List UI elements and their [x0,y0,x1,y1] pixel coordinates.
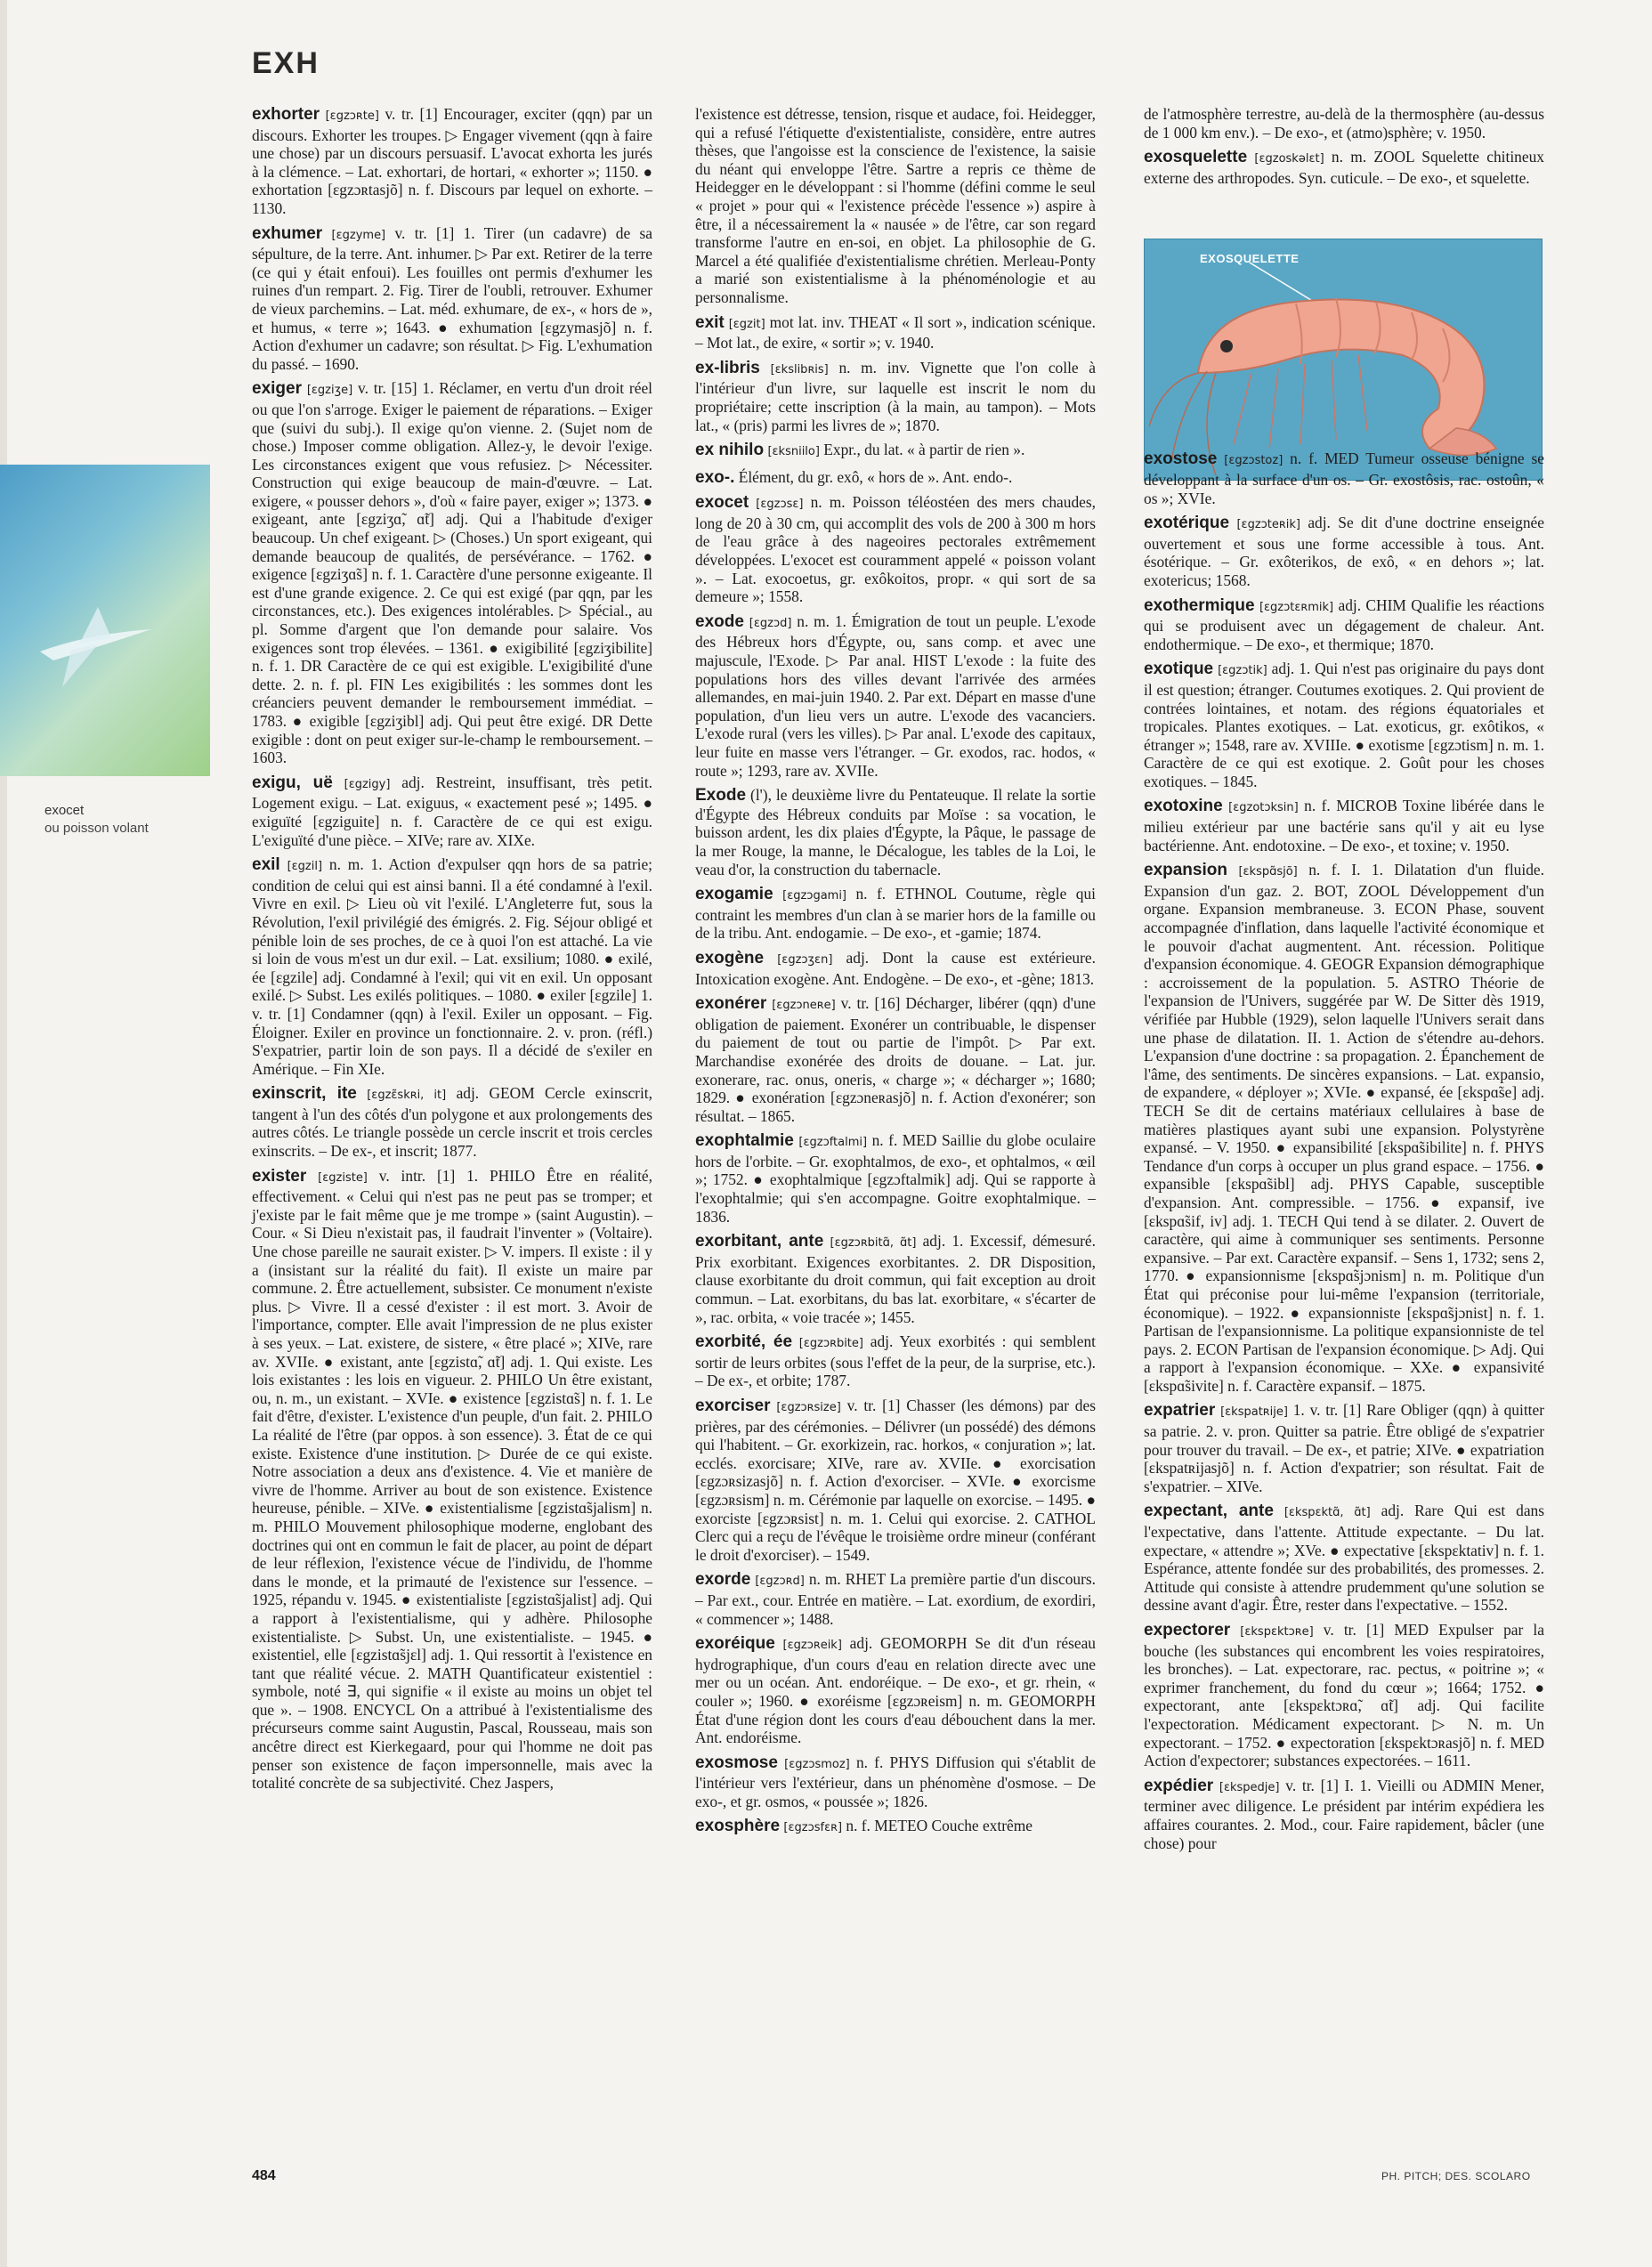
headword: exophtalmie [695,1131,794,1151]
column-2 [695,105,1096,1844]
definition: n. f. MED Saillie du globe oculaire hors de l'orbite. – Gr. exophtalmos, de exo-, et ophtalmos, « œil »; 1752. ● exophtalmique [ɛgzɔftalmik] adj. Qui se rapporte à l'exophtalmie; qui s'en accompagne. Goitre exophtalmique. – 1836. [695,1131,1096,1226]
phonetic: [ɛgzɔʀeik] [782,1639,842,1653]
headword: exonérer [695,994,767,1014]
entry-exotique [1144,660,1544,790]
entry-exode [695,612,1096,780]
entry-exinscrit [252,1084,652,1160]
entry-existentialisme-cont [695,105,1096,307]
headword: exogène [695,948,765,968]
entry-ex-nihilo [695,441,1096,462]
headword: exiger [252,379,302,399]
definition: n. m. inv. Vignette que l'on colle à l'intérieur d'un livre, sur laquelle est inscrit le nom du propriétaire; cette inscription (à la main, au tampon). – Mots lat., « (pris) parmi les livres de »; 1870. [695,358,1097,434]
definition: v. tr. [1] Chasser (les démons) par des prières, par des cérémonies. – Délivrer (un possédé) des démons qui l'habitent. – Gr. exorkizein, rac. horkos, « conjuration »; lat. ecclés. exorcisare; XIVe, rare av. XVIIe. ● exorcisation [ɛgzɔʀsizasjõ] n. f. Action d'exorciser. – XVIe. ● exorcisme [ɛgzɔʀsism] n. m. Cérémonie par laquelle on exorcise. – 1495. ● exorciste [ɛgzɔʀsist] n. m. 1. Celui qui exorcise. 2. CATHOL Clerc qui a reçu de l'évêque le troisième ordre mineur (conférant le droit d'exorciser). – 1549. [695,1397,1096,1564]
entry-exister [252,1167,652,1793]
headword: expectorer [1144,1621,1231,1640]
phonetic: [ɛgzɔneʀe] [772,999,836,1013]
headword: exotérique [1144,514,1230,533]
definition: v. tr. [1] MED Expulser par la bouche (les substances qui encombrent les voies respiratoires, les bronches). – Lat. expectorare, rac. pectus, « poitrine »; « exprimer franchement, du fond du cœur »; 1664; 1752. ● expectorant, ante [ɛkspɛktɔʀɑ̃, ɑ̃t] adj. Qui facilite l'expectoration. Médicament expectorant. ▷ N. m. Un expectorant. – 1752. ● expectoration [ɛkspɛktɔʀasjõ] n. f. MED Action d'expectorer; substances expectorées. – 1611. [1144,1621,1544,1770]
entry-exit [695,313,1096,352]
definition: mot lat. inv. THEAT « Il sort », indication scénique. – Mot lat., de exire, « sortir »; v. 1940. [695,312,1096,352]
phonetic: [ɛgzɔstoz] [1224,454,1284,468]
definition: adj. GEOMORPH Se dit d'un réseau hydrographique, d'un cours d'eau en relation directe avec une mer ou un océan. Ant. endoréique. – De exo-, et gr. rhein, « couler »; 1960. ● exoréisme [ɛgzɔʀeism] n. m. GEOMORPH État d'une région dont les cours d'eau débouchent dans la mer. Ant. endoréisme. [695,1634,1096,1747]
definition: v. tr. [1] 1. Tirer (un cadavre) de sa sépulture, de la terre. Ant. inhumer. ▷ Par ext. Retirer de la terre (ce qui y était enfoui). Les fouilles ont permis d'exhumer les ruines d'un rempart. 2. Fig. Tirer de l'oubli, retrouver. Exhumer de vieux parchemins. – Lat. méd. exhumare, de ex-, « hors de », et humus, « terre »; 1643. ● exhumation [ɛgzymasjõ] n. f. Action d'exhumer un cadavre; son résultat. ▷ Fig. L'exhumation du passé. – 1690. [252,223,652,373]
phonetic: [ɛgzɔʀte] [325,109,379,123]
phonetic: [ɛgzoskəlɛt] [1254,152,1324,166]
definition: adj. 1. Qui n'est pas originaire du pays dont il est question; étranger. Coutumes exotiques. 2. Qui provient de contrées lointaines, et notam. des régions équatoriales et tropicales. Plantes exotiques. – Lat. exoticus, gr. exôtikos, « étranger »; 1548, rare av. XVIIIe. ● exotisme [ɛgzɔtism] n. m. 1. Caractère de ce qui est exotique. 2. Goût pour les choses exotiques. – 1845. [1144,660,1545,790]
definition: n. f. I. 1. Dilatation d'un fluide. Expansion d'un gaz. 2. BOT, ZOOL Développement d'un organe. Expansion membraneuse. 3. ECON Phase, souvent accompagnée d'inflation, dans laquelle l'activité économique et le pouvoir d'achat augmentent. Ant. récession. Politique d'expansion économique. 4. GEOGR Expansion démographique : accroissement de la population. 5. ASTRO Théorie de l'expansion de l'Univers, suggérée par W. De Sitter dès 1919, vérifiée par Hubble (1929), selon laquelle l'Univers serait dans une phase de dilatation. II. 1. Action de s'étendre au-dehors. L'expansion d'une doctrine : sa propagation. 2. Épanchement de l'âme, des sentiments. De sincères expansions. – Lat. expansio, de expandere, « déployer »; XVIe. ● expansé, ée [ɛkspɑ̃se] adj. TECH Se dit de certains matériaux cellulaires à base de matières plastiques ayant subi une expansion. Polystyrène expansé. – V. 1950. ● expansibilité [ɛkspɑ̃sibilite] n. f. PHYS Tendance d'un corps à occuper un plus grand espace. – 1756. ● expansible [ɛkspɑ̃sibl] adj. PHYS Capable, susceptible d'expansion. Ant. compressible. – 1756. ● expansif, ive [ɛkspɑ̃sif, iv] adj. 1. TECH Qui tend à se dilater. 2. Ouvert de caractère, qui aime à communiquer ses sentiments. Personne expansive. – Par ext. Caractère expansif. – Sens 1, 1732; sens 2, 1770. ● expansionnisme [ɛkspɑ̃sjɔnism] n. m. Politique d'un État qui préconise pour lui-même l'expansion (territoriale, économique). – 1922. ● expansionniste [ɛkspɑ̃sjɔnist] n. f. 1. Partisan de l'expansionnisme. La politique expansionniste de tel pays. 2. ECON Partisan de l'expansion économique. ▷ Adj. Qui a rapport à l'expansion économique. – XXe. ● expansivité [ɛkspɑ̃sivite] n. f. Caractère expansif. – 1875. [1144,861,1544,1395]
headword: exocet [695,493,749,513]
entry-expansion [1144,861,1544,1395]
definition: adj. Se dit d'une doctrine enseignée ouvertement et sous une forme accessible à tous. Ant. ésotérique. – Gr. exôterikos, de exô, « en dehors »; lat. exotericus; 1568. [1144,514,1544,589]
entry-exosphere [695,1817,1096,1838]
definition: n. f. ETHNOL Coutume, règle qui contraint les membres d'un clan à se marier hors de la famille ou de la tribu. Ant. endogamie. – De exo-, et -gamie; 1874. [695,885,1096,943]
entry-expatrier [1144,1401,1544,1495]
headword: expatrier [1144,1401,1216,1421]
phonetic: [ɛgzɔʀd] [755,1575,805,1589]
headword: exosquelette [1144,148,1248,167]
definition: v. tr. [1] I. 1. Vieilli ou ADMIN Mener, terminer avec diligence. Le président par intérim expédiera les affaires courantes. 2. Mod., cour. Faire rapidement, bâcler (une chose) pour [1144,1776,1544,1852]
entry-exocet [695,493,1096,606]
headword: exosphère [695,1817,781,1836]
definition: adj. CHIM Qualifie les réactions qui se produisent avec un dégagement de chaleur. Ant. endothermique. – De exo-, et thermique; 1870. [1144,595,1544,653]
entry-expectant [1144,1502,1544,1615]
entry-ex-libris [695,359,1096,434]
figure-spacer [1144,193,1544,449]
headword: exister [252,1166,307,1186]
headword: exosmose [695,1753,778,1772]
phonetic: [ɛgzɔd] [749,616,792,630]
entry-exotoxine [1144,797,1544,854]
phonetic: [ɛkslibʀis] [770,362,829,376]
headword: exit [695,312,725,332]
entry-exonerer [695,994,1096,1125]
definition: n. f. PHYS Diffusion qui s'établit de l'intérieur vers l'extérieur, dans un phénomène d'osmose. – De exo-, et gr. osmos, « poussée »; 1826. [695,1753,1096,1810]
definition: l'existence est détresse, tension, risque et audace, foi. Heidegger, qui a refusé l'étiquette d'existentialiste, considère, entre autres thèses, que l'angoisse est la conscience de l'existence, la saisie du néant qui enveloppe l'être. Sartre a repris ce thème de Heidegger en le développant : si l'homme (défini comme le seul « projet » pour qui « l'existence précède l'essence ») aspire à être, il a nécessairement la « nausée » de l'être, car son regard transforme l'autre en en-soi, en objet. La philosophie de G. Marcel a été qualifiée d'existentialisme chrétien. Merleau-Ponty a marié son existentialisme à la phénoménologie et au personnalisme. [695,105,1096,306]
definition: adj. Yeux exorbités : qui semblent sortir de leurs orbites (sous l'effet de la peur, de la surprise, etc.). – De ex-, et orbite; 1787. [695,1332,1096,1390]
phonetic: [ɛgzɔgami] [782,889,847,903]
phonetic: [ɛgzyme] [331,228,386,242]
definition: 1. v. tr. [1] Rare Obliger (qqn) à quitter sa patrie. 2. v. pron. Quitter sa patrie. Être obligé de s'expatrier pour trouver du travail. – De ex-, et patrie; XIVe. ● expatriation [ɛkspatʀijasjõ] n. f. Action d'expatrier; son résultat. Fait de s'expatrier. – XIVe. [1144,1401,1544,1495]
definition: n. m. ZOOL Squelette chitineux externe des arthropodes. Syn. cuticule. – De exo-, et squelette. [1144,148,1544,187]
definition: v. tr. [15] 1. Réclamer, en vertu d'un droit réel ou que l'on s'arroge. Exiger le paiement de réparations. – Exiger que (suivi du subj.). Il exige qu'on vienne. 2. (Sujet nom de chose.) Imposer comme obligation. Allez-y, le devoir l'exige. Les circonstances exigent que vous refusiez. ▷ Nécessiter. Construction qui exige beaucoup de main-d'œuvre. – Lat. exigere, « pousser dehors », d'où « faire payer, exiger »; 1373. ● exigeant, ante [ɛgziʒɑ̃, ɑ̃t] adj. Qui a l'habitude d'exiger beaucoup. Un chef exigeant. ▷ (Choses.) Un sport exigeant, qui demande beaucoup de qualités, de persévérance. – 1762. ● exigence [ɛgziʒɑ̃s] n. f. 1. Caractère d'une personne exigeante. Il est d'une grande exigence. 2. Ce qui est exigé (par qqn, par les circonstances, etc.). Des exigences intolérables. ▷ Spécial., au pl. Somme d'argent que l'on demande pour salaire. Vos exigences sont trop élevées. – 1361. ● exigibilité [ɛgziʒibilite] n. f. 1. DR Caractère de ce qui est exigible. L'exigibilité d'une dette. 2. n. f. pl. FIN Les exigibilités : les sommes dont les créanciers peuvent demander le remboursement immédiat. – 1783. ● exigible [ɛgziʒibl] adj. Qui peut être exigé. DR Dette exigible : dont on peut exiger sur-le-champ le remboursement. – 1603. [252,379,652,767]
page-header: EXH [252,46,320,80]
entry-expedier [1144,1777,1544,1852]
headword: exorbitant, ante [695,1232,824,1251]
phonetic: [ɛgzigy] [344,777,391,791]
page-number: 484 [252,2168,276,2183]
entry-exigu [252,773,652,849]
definition: adj. Rare Qui est dans l'expectative, dans l'attente. Attitude expectante. – Du lat. expectare, « attendre »; XVe. ● expectative [ɛkspɛktativ] n. f. 1. Espérance, attente fondée sur des probabilités, des promesses. 2. Attitude qui consiste à attendre prudemment qu'une solution se dessine avant d'agir. Être, rester dans l'expectative. – 1552. [1144,1502,1545,1615]
entry-exosquelette [1144,148,1544,187]
definition: n. m. 1. Action d'expulser qqn hors de sa patrie; condition de celui qui est ainsi banni. Il a été condamné à l'exil. Vivre en exil. ▷ Lieu où vit l'exilé. L'Angleterre fut, sous la Révolution, l'exil privilégié des émigrés. 2. Fig. Séjour obligé et pénible loin de ses proches, de ce à quoi l'on est attaché. La vie si loin de vous m'est un dur exil. – Lat. exsilium; 1080. ● exilé, ée [ɛgzile] adj. Condamné à l'exil; qui vit en exil. Un opposant exilé. ▷ Subst. Les exilés politiques. – 1080. ● exiler [ɛgzile] 1. v. tr. [1] Condamner (qqn) à l'exil. Exiler un opposant. – Fig. Éloigner. Exiler en province un fonctionnaire. 2. v. pron. (réfl.) S'expatrier, partir loin de son pays. Il a décidé de s'exiler en Amérique. – Fin XIe. [252,855,652,1078]
entry-exhorter [252,105,652,218]
headword: exotoxine [1144,797,1223,816]
definition: Expr., du lat. « à partir de rien ». [823,441,1025,459]
headword: exostose [1144,449,1218,469]
entry-exhumer [252,224,652,374]
phonetic: [ɛkspatʀije] [1220,1405,1288,1420]
phonetic: [ɛgzotɔksin] [1228,801,1299,815]
headword: exoréique [695,1634,775,1654]
entry-exosphere-cont [1144,105,1544,142]
entry-exil [252,855,652,1078]
definition: adj. Dont la cause est extérieure. Intoxication exogène. Ant. Endogène. – De exo-, et -gène; 1813. [695,948,1096,988]
headword: exorbité, ée [695,1332,793,1352]
definition: v. tr. [1] Encourager, exciter (qqn) par un discours. Exhorter les troupes. ▷ Engager vivement (qqn à faire une chose) par un discours persuasif. L'avocat exhorta les jurés à la clémence. – Lat. exhortari, de hortari, « exhorter »; 1150. ● exhortation [ɛgzɔʀtasjõ] n. f. Discours par lequel on exhorte. – 1130. [252,105,652,217]
headword: exode [695,611,744,631]
phonetic: [ɛgzɔʀbitɑ̃, ɑ̃t] [830,1236,917,1251]
phonetic: [ɛgzɛ̃skʀi, it] [367,1089,447,1103]
definition: n. f. MED Tumeur osseuse bénigne se développant à la surface d'un os. – Gr. exostôsis, rac. ostoûn, « os »; XVIe. [1144,449,1544,507]
phonetic: [ɛgzɔʒɛn] [777,952,833,967]
headword: exigu, uë [252,773,333,792]
definition: n. m. RHET La première partie d'un discours. – Par ext., cour. Entrée en matière. – Lat. exordium, de exordiri, « commencer »; 1488. [695,1570,1096,1628]
phonetic: [ɛgzɔʀbite] [798,1337,863,1351]
headword: expectant, ante [1144,1502,1274,1521]
phonetic: [ɛgzil] [287,860,323,874]
headword: Exode [695,786,747,806]
definition: Élément, du gr. exô, « hors de ». Ant. endo-. [738,467,1013,486]
headword: exorciser [695,1397,771,1415]
headword: exotique [1144,660,1214,679]
phonetic: [ɛgzɔsfɛʀ] [783,1821,843,1835]
phonetic: [ɛgzɔsmoz] [784,1757,850,1771]
phonetic: [ɛgzɔteʀik] [1236,518,1300,532]
definition: n. f. METEO Couche extrême [846,1817,1032,1835]
page-edge [0,0,7,2267]
headword: exhorter [252,105,320,124]
definition: n. f. MICROB Toxine libérée dans le milieu extérieur par une bactérie sans qu'il y ait eu lyse bactérienne. Ant. endotoxine. – De exo-, et toxine; v. 1950. [1144,797,1544,854]
headword: exo-. [695,467,735,487]
phonetic: [ɛkspedje] [1219,1780,1280,1794]
entry-exogamie [695,885,1096,943]
definition: adj. Restreint, insuffisant, très petit. Logement exigu. – Lat. exiguus, « exactement pesé »; 1495. ● exiguïté [ɛgziguite] n. f. Caractère de ce qui est exigu. L'exiguïté d'une pièce. – XIVe; rare av. XIXe. [252,773,652,849]
definition: n. m. Poisson téléostéen des mers chaudes, long de 20 à 30 cm, qui accomplit des vols de 200 à 300 m hors de l'eau grâce à des nageoires pectorales extrêmement développées. L'exocet est couramment appelé « poisson volant ». – Lat. exocoetus, gr. exôkoitos, propr. « qui sort de sa demeure »; 1558. [695,493,1096,606]
definition: n. m. 1. Émigration de tout un peuple. L'exode des Hébreux hors d'Égypte, ou, sans comp. et avec une majuscule, l'Exode. ▷ Par anal. HIST L'exode : la fuite des populations hors des villes devant l'arrivée des armées allemandes, en mai-juin 1940. 2. Par ext. Départ en masse d'une population, d'un lieu vers un autre. L'exode des vacanciers. L'exode rural (vers les villes). ▷ Par anal. L'exode des capitaux, leur fuite en masse vers l'étranger. – Gr. exodos, rac. hodos, « route »; 1293, rare av. XVIIe. [695,611,1096,780]
phonetic: [ɛksniilo] [767,445,820,459]
entry-exostose [1144,449,1544,507]
phonetic: [ɛgzɔftalmi] [798,1136,868,1150]
definition: adj. GEOM Cercle exinscrit, tangent à l'un des côtés d'un polygone et aux prolongements des autres côtés. Le triangle possède un cercle inscrit et trois cercles exinscrits. – De ex-, et inscrit; 1877. [252,1084,652,1161]
flying-fish-photo [0,465,210,776]
photo-caption-subtitle: ou poisson volant [45,821,149,836]
entry-exorbite [695,1332,1096,1390]
entry-exoterique [1144,514,1544,589]
entry-exothermique [1144,596,1544,654]
entry-exophtalmie [695,1131,1096,1226]
headword: ex nihilo [695,441,765,460]
entry-exorde [695,1570,1096,1628]
phonetic: [ɛgzɔʀsize] [776,1401,841,1414]
figure-label: EXOSQUELETTE [1200,252,1300,265]
entry-exode-livre [695,786,1096,878]
phonetic: [ɛkspɑ̃sjõ] [1238,865,1298,879]
definition: (l'), le deuxième livre du Pentateuque. Il relate la sortie d'Égypte des Hébreux conduits par Moïse : sa vocation, le buisson ardent, les dix plaies d'Égypte, la Pâque, le passage de la mer Rouge, la manne, le Décalogue, les tables de la Loi, le veau d'or, la construction du tabernacle. [695,786,1096,878]
headword: expédier [1144,1776,1214,1795]
headword: exhumer [252,223,323,243]
definition: v. intr. [1] 1. PHILO Être en réalité, effectivement. « Celui qui n'est pas ne peut pas se tromper; et j'existe par le fait même que je me trompe » (saint Augustin). – Cour. « Si Dieu n'existait pas, il faudrait l'inventer » (Voltaire). Une chose pareille ne saurait exister. ▷ V. impers. Il existe : il y a (insistant sur la réalité du fait). Il existe un maire par commune. 2. Être actuellement, subsister. Ce monument n'existe plus. ▷ Vivre. Il a cessé d'exister : il est mort. 3. Avoir de l'importance, compter. Elle avait l'impression de ne plus exister à ses yeux. – Lat. existere, de sistere, « être placé »; XIVe, rare av. XVIIe. ● existant, ante [ɛgzistɑ̃, ɑ̃t] adj. 1. Qui existe. Les lois existantes : les lois en vigueur. 2. PHILO Un être existant, ou, n. m., un existant. – XVIe. ● existence [ɛgzistɑ̃s] n. f. 1. Le fait d'être, d'exister. L'existence d'un peuple, d'un fait. 2. PHILO La réalité de l'être (par oppos. à son essence). 3. État de ce qui existe. Existence d'une institution. ▷ Durée de ce qui existe. Notre association a deux ans d'existence. 4. Vie et manière de vivre de l'homme. Arriver au bout de son existence. Existence heureuse, pénible. – XIVe. ● existentialisme [ɛgzistɑ̃sjalism] n. m. PHILO Mouvement philosophique moderne, englobant des doctrines qui ont en commun le fait de placer, au point de départ de leur réflexion, l'existence vécue de l'individu, de l'homme dans le monde, et la primauté de l'existence sur l'essence. – 1925, répandu v. 1945. ● existentialiste [ɛgzistɑ̃sjalist] adj. Qui a rapport à l'existentialisme, qui y adhère. Philosophe existentialiste. ▷ Subst. Un, une existentialiste. – 1945. ● existentiel, elle [ɛgzistɑ̃sjɛl] adj. 1. Qui ressortit à l'existence en tant que réalité vécue. 2. MATH Quantificateur existentiel : symbole, noté ∃, qui signifie « il existe au moins un objet tel que ». – 1908. ENCYCL On a attribué à l'existentialisme des précurseurs comme saint Augustin, Pascal, Rousseau, mais son ancêtre direct est Kierkegaard, pour qui l'homme ne doit pas penser son existence de façon impersonnelle, mais avec la totalité concrète de sa subjectivité. Chez Jaspers, [252,1166,652,1793]
phonetic: [ɛgzit] [728,317,765,331]
entry-exiger [252,379,652,766]
headword: exorde [695,1570,751,1590]
phonetic: [ɛgziste] [318,1170,368,1185]
headword: expansion [1144,861,1227,880]
flying-fish-icon [36,598,160,696]
entry-exosmose [695,1753,1096,1811]
phonetic: [ɛgziʒe] [306,384,353,398]
phonetic: [ɛkspɛktɔʀe] [1240,1625,1314,1639]
column-3 [1144,105,1544,1858]
entry-exogene [695,949,1096,988]
phonetic: [ɛgzɔsɛ] [756,498,804,512]
column-1 [252,105,652,1799]
headword: exinscrit, ite [252,1084,357,1104]
headword: ex-libris [695,358,760,377]
phonetic: [ɛgzɔtik] [1218,664,1267,678]
headword: exil [252,855,280,875]
definition: v. tr. [16] Décharger, libérer (qqn) d'une obligation de paiement. Exonérer un contribuable, le dispenser du paiement de tout ou partie de l'impôt. ▷ Par ext. Marchandise exonérée des droits de douane. – Lat. jur. exonerare, rac. onus, oneris, « charge »; « décharger »; 1680; 1829. ● exonération [ɛgzɔneʀasjõ] n. f. Action d'exonérer; son résultat. – 1865. [695,994,1096,1125]
entry-expectorer [1144,1621,1544,1770]
headword: exothermique [1144,595,1255,615]
definition: de l'atmosphère terrestre, au-delà de la thermosphère (au-dessus de 1 000 km env.). – De exo-, et (atmo)sphère; v. 1950. [1144,105,1544,142]
definition: adj. 1. Excessif, démesuré. Prix exorbitant. Exigences exorbitantes. 2. DR Disposition, clause exorbitante du droit commun, qui fait exception au droit commun. – Lat. exorbitans, du bas lat. exorbitare, « s'écarter de », rac. orbita, « voie tracée »; 1455. [695,1232,1096,1326]
photo-credit: PH. PITCH; DES. SCOLARO [1381,2170,1531,2182]
photo-caption-title: exocet [45,803,85,818]
entry-exoreique [695,1634,1096,1747]
entry-exorbitant [695,1232,1096,1326]
entry-exo [695,468,1096,488]
entry-exorciser [695,1397,1096,1564]
headword: exogamie [695,885,773,904]
phonetic: [ɛkspɛktɑ̃, ɑ̃t] [1284,1506,1371,1520]
phonetic: [ɛgzɔtɛʀmik] [1259,600,1334,614]
